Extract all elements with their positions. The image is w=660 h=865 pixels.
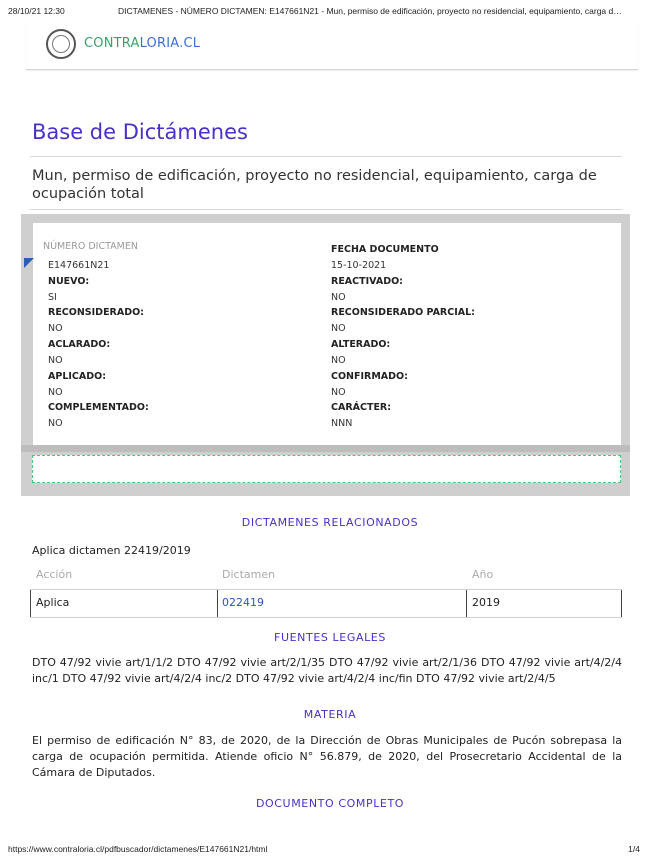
confirmado-label: CONFIRMADO: <box>331 371 408 382</box>
panel-band <box>21 445 630 452</box>
cell-separator <box>30 590 31 617</box>
reactivado-label: REACTIVADO: <box>331 276 403 287</box>
divider <box>30 156 622 157</box>
alterado-label: ALTERADO: <box>331 339 391 350</box>
brand-part-1: CONTRA <box>84 36 140 51</box>
col-header-anio: Año <box>472 568 494 581</box>
cell-accion: Aplica <box>36 596 70 609</box>
cell-separator <box>621 590 622 617</box>
col-header-dictamen: Dictamen <box>222 568 276 581</box>
materia-text: El permiso de edificación N° 83, de 2020, de la Dirección de Obras Municipales de Pucón sobrepasa la carga de ocupación permitida. Atiende oficio N° 56.879, de 2020, del Prosecretario Accidental de la Cámara de Diputados. <box>32 734 622 779</box>
reconsiderado-value: NO <box>48 323 63 334</box>
aclarado-value: NO <box>48 355 63 366</box>
contraloria-logo-icon[interactable] <box>46 29 76 59</box>
details-panel <box>21 214 630 496</box>
print-date: 28/10/21 12:30 <box>8 6 65 16</box>
fecha-documento-value: 15-10-2021 <box>331 260 387 271</box>
relacionados-intro: Aplica dictamen 22419/2019 <box>32 544 191 557</box>
table-row <box>30 589 622 618</box>
cell-anio: 2019 <box>472 596 500 609</box>
page-number: 1/4 <box>628 844 640 854</box>
confirmado-value: NO <box>331 387 346 398</box>
cell-separator <box>217 590 218 617</box>
corner-ribbon-icon <box>24 258 34 268</box>
site-header <box>26 23 638 70</box>
reconsiderado-parcial-value: NO <box>331 323 346 334</box>
reconsiderado-parcial-label: RECONSIDERADO PARCIAL: <box>331 307 475 318</box>
materia-heading: MATERIA <box>303 708 357 721</box>
dictamen-link[interactable]: 022419 <box>222 596 264 609</box>
caracter-value: NNN <box>331 418 353 429</box>
divider <box>30 209 622 210</box>
aplicado-value: NO <box>48 387 63 398</box>
print-url: https://www.contraloria.cl/pdfbuscador/dictamenes/E147661N21/html <box>8 844 268 854</box>
print-footer <box>0 842 660 860</box>
cell-separator <box>466 590 467 617</box>
caracter-label: CARÁCTER: <box>331 402 392 413</box>
dictamen-subtitle: Mun, permiso de edificación, proyecto no residencial, equipamiento, carga de ocupación total <box>32 168 597 202</box>
alterado-value: NO <box>331 355 346 366</box>
brand-part-2: LORIA.CL <box>139 36 201 51</box>
numero-dictamen-value: E147661N21 <box>48 260 110 271</box>
aclarado-label: ACLARADO: <box>48 339 111 350</box>
reactivado-value: NO <box>331 292 346 303</box>
fuentes-text: DTO 47/92 vivie art/1/1/2 DTO 47/92 vivie art/2/1/35 DTO 47/92 vivie art/2/1/36 DTO 47/92 vivie art/4/2/4 inc/1 DTO 47/92 vivie art/4/2/4 inc/2 DTO 47/92 vivie art/4/2/4 inc/fin DTO 47/92 vivie art/2/4/5 <box>32 656 622 685</box>
fecha-documento-label: FECHA DOCUMENTO <box>331 244 439 255</box>
print-title: DICTAMENES - NÚMERO DICTAMEN: E147661N21 - Mun, permiso de edificación, proyecto no residencial, equipamiento, carga d… <box>118 6 622 16</box>
print-header <box>0 0 660 20</box>
fuentes-heading: FUENTES LEGALES <box>274 631 386 644</box>
ad-slot <box>32 455 621 483</box>
aplicado-label: APLICADO: <box>48 371 106 382</box>
brand-link[interactable] <box>84 36 200 51</box>
col-header-accion: Acción <box>36 568 73 581</box>
nuevo-label: NUEVO: <box>48 276 90 287</box>
documento-heading: DOCUMENTO COMPLETO <box>255 797 405 810</box>
nuevo-value: SI <box>48 292 57 303</box>
complementado-label: COMPLEMENTADO: <box>48 402 149 413</box>
relacionados-heading: DICTAMENES RELACIONADOS <box>241 516 419 529</box>
reconsiderado-label: RECONSIDERADO: <box>48 307 144 318</box>
numero-dictamen-label: NÚMERO DICTAMEN <box>43 241 138 252</box>
page-title: Base de Dictámenes <box>32 120 248 144</box>
complementado-value: NO <box>48 418 63 429</box>
